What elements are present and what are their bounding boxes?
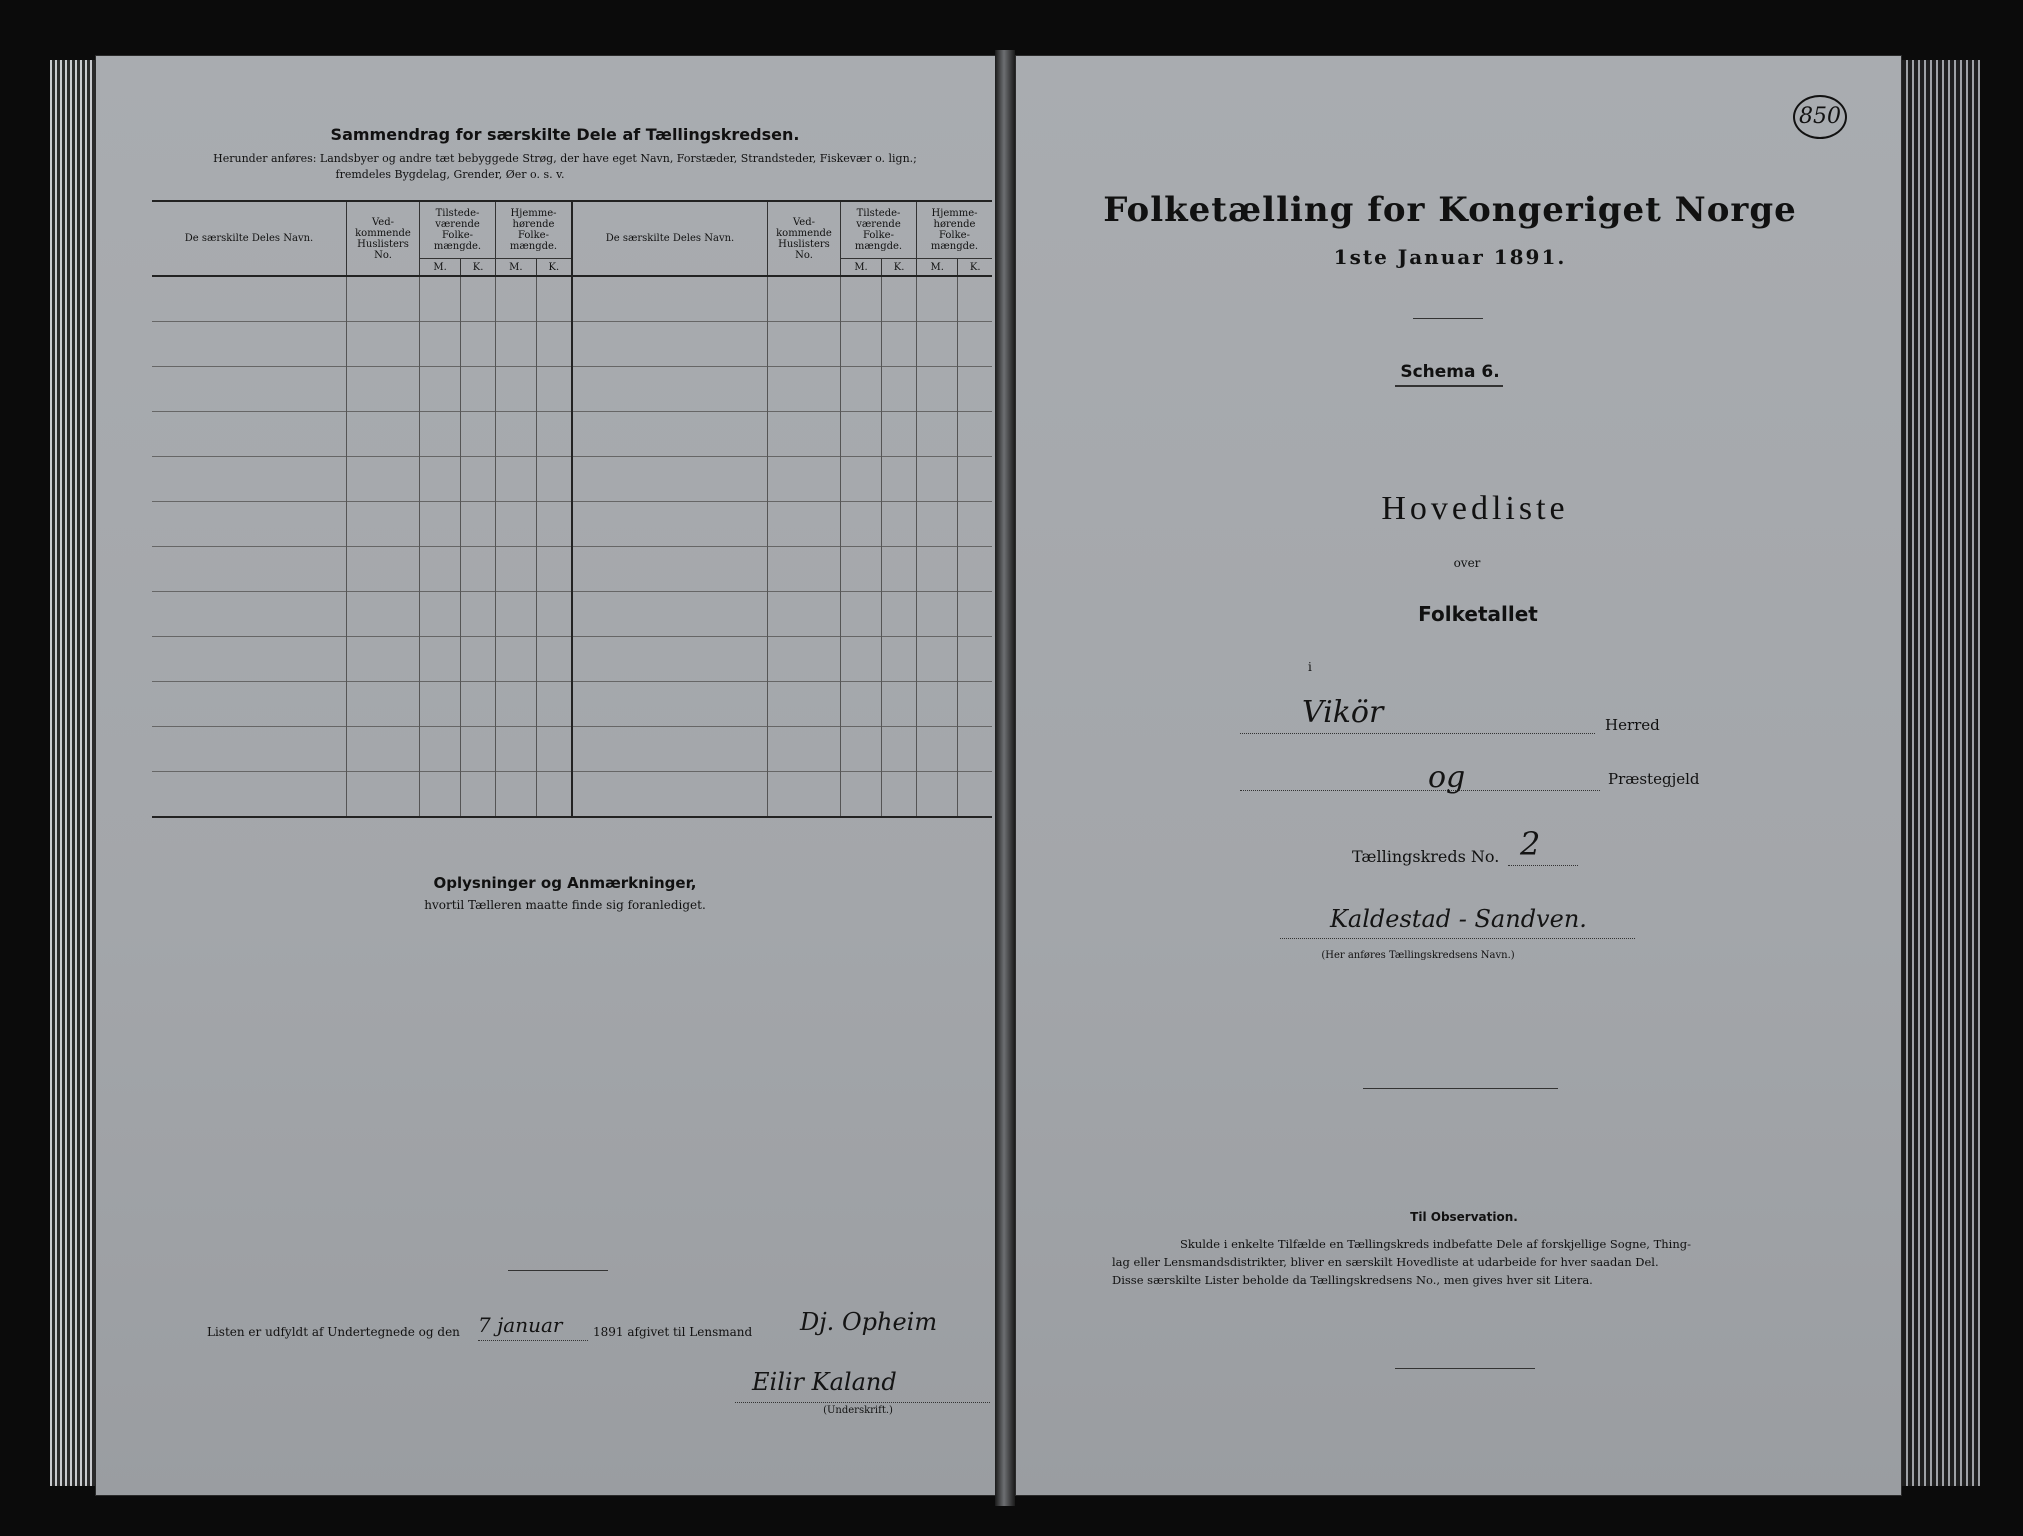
table-cell — [461, 547, 496, 592]
table-cell — [840, 682, 881, 727]
table-cell — [536, 592, 572, 637]
sub-k: K. — [882, 259, 917, 277]
table-cell — [767, 322, 840, 367]
table-cell — [840, 547, 881, 592]
table-cell — [958, 502, 992, 547]
table-row — [152, 276, 992, 322]
kreds-label: Tællingskreds No. — [1352, 847, 1500, 866]
table-cell — [840, 322, 881, 367]
table-cell — [496, 367, 537, 412]
title-rule — [1413, 318, 1483, 319]
table-cell — [917, 367, 958, 412]
table-cell — [917, 592, 958, 637]
table-cell — [347, 547, 420, 592]
table-cell — [917, 772, 958, 818]
kreds-no-line — [1508, 865, 1578, 866]
table-cell — [882, 276, 917, 322]
herred-line — [1240, 733, 1595, 734]
table-cell — [840, 772, 881, 818]
table-cell — [496, 502, 537, 547]
table-cell — [347, 322, 420, 367]
table-cell — [461, 367, 496, 412]
header-huslist-2: Ved-kommende Huslisters No. — [767, 201, 840, 276]
table-cell — [420, 682, 461, 727]
table-cell — [152, 637, 347, 682]
table-cell — [572, 412, 768, 457]
sub-m: M. — [917, 259, 958, 277]
schema-label: Schema 6. — [1400, 362, 1500, 382]
table-cell — [496, 592, 537, 637]
signature-line — [735, 1402, 990, 1403]
table-cell — [767, 727, 840, 772]
table-cell — [882, 322, 917, 367]
table-cell — [882, 457, 917, 502]
observation-title: Til Observation. — [1410, 1210, 1518, 1224]
table-cell — [461, 727, 496, 772]
table-cell — [420, 502, 461, 547]
table-cell — [461, 592, 496, 637]
section-rule — [1363, 1088, 1558, 1089]
table-cell — [767, 412, 840, 457]
table-row — [152, 547, 992, 592]
table-cell — [958, 592, 992, 637]
table-cell — [572, 772, 768, 818]
census-date: 1ste Januar 1891. — [1333, 245, 1567, 269]
table-cell — [496, 682, 537, 727]
header-tilstede: Tilstede-værende Folke-mængde. — [420, 201, 496, 259]
remarks-title: Oplysninger og Anmærkninger, — [433, 874, 697, 892]
praestegjeld-line — [1240, 790, 1600, 791]
table-cell — [958, 727, 992, 772]
table-cell — [572, 502, 768, 547]
table-cell — [536, 727, 572, 772]
table-cell — [767, 367, 840, 412]
schema-underline — [1395, 385, 1503, 387]
table-row — [152, 682, 992, 727]
table-cell — [347, 727, 420, 772]
summary-title: Sammendrag for særskilte Dele af Tællingskredsen. — [330, 125, 800, 144]
summary-note-line1: Herunder anføres: Landsbyer og andre tæt bebyggede Strøg, der have eget Navn, Forstæder, Strandsteder, Fiskevær o. lign.; — [213, 152, 917, 165]
signature-lensmand: Dj. Opheim — [800, 1308, 938, 1336]
observation-line1: Skulde i enkelte Tilfælde en Tællingskreds indbefatte Dele af forskjellige Sogne, Thing- — [1180, 1237, 1692, 1251]
table-cell — [917, 322, 958, 367]
table-cell — [958, 637, 992, 682]
kreds-name-line — [1280, 938, 1635, 939]
herred-label: Herred — [1605, 716, 1660, 734]
table-cell — [958, 276, 992, 322]
table-cell — [536, 412, 572, 457]
page-stack-left — [50, 60, 95, 1486]
table-row — [152, 727, 992, 772]
table-cell — [767, 547, 840, 592]
table-cell — [461, 682, 496, 727]
table-cell — [767, 457, 840, 502]
hovedliste-title: Hovedliste — [1381, 490, 1569, 527]
table-cell — [536, 502, 572, 547]
table-cell — [917, 457, 958, 502]
table-cell — [461, 637, 496, 682]
table-cell — [152, 276, 347, 322]
table-cell — [958, 367, 992, 412]
table-cell — [767, 276, 840, 322]
signature-caption: (Underskrift.) — [823, 1405, 893, 1416]
remarks-end-rule — [508, 1270, 608, 1271]
table-row — [152, 592, 992, 637]
sub-m: M. — [840, 259, 881, 277]
table-cell — [420, 592, 461, 637]
table-cell — [496, 276, 537, 322]
table-cell — [917, 502, 958, 547]
table-row — [152, 502, 992, 547]
observation-line3: Disse særskilte Lister beholde da Tællingskredsens No., men gives hver sit Litera. — [1112, 1273, 1593, 1287]
sub-k: K. — [536, 259, 572, 277]
table-cell — [496, 637, 537, 682]
signoff-date: 7 januar — [478, 1313, 563, 1337]
table-cell — [152, 727, 347, 772]
page-stack-right — [1900, 60, 1980, 1486]
table-cell — [917, 412, 958, 457]
header-huslist: Ved-kommende Huslisters No. — [347, 201, 420, 276]
table-cell — [840, 276, 881, 322]
table-cell — [347, 637, 420, 682]
table-cell — [347, 502, 420, 547]
table-cell — [461, 457, 496, 502]
table-cell — [882, 367, 917, 412]
table-cell — [572, 682, 768, 727]
table-cell — [461, 322, 496, 367]
table-cell — [572, 457, 768, 502]
table-cell — [840, 727, 881, 772]
table-cell — [767, 772, 840, 818]
summary-table — [152, 200, 992, 818]
table-cell — [840, 457, 881, 502]
herred-value: Vikör — [1302, 695, 1384, 730]
table-cell — [152, 547, 347, 592]
table-cell — [882, 412, 917, 457]
table-cell — [882, 547, 917, 592]
main-title: Folketælling for Kongeriget Norge — [1103, 190, 1797, 230]
table-cell — [420, 367, 461, 412]
table-cell — [420, 727, 461, 772]
table-row — [152, 772, 992, 818]
table-cell — [496, 322, 537, 367]
table-cell — [152, 367, 347, 412]
table-cell — [461, 772, 496, 818]
header-hjemme: Hjemme-hørende Folke-mængde. — [496, 201, 572, 259]
table-cell — [958, 412, 992, 457]
table-cell — [496, 727, 537, 772]
table-cell — [840, 637, 881, 682]
table-cell — [917, 276, 958, 322]
i-label: i — [1308, 660, 1312, 674]
page-number-stamp: 850 — [1793, 95, 1847, 139]
table-cell — [496, 772, 537, 818]
kreds-name-value: Kaldestad - Sandven. — [1330, 905, 1587, 933]
table-cell — [572, 322, 768, 367]
table-cell — [347, 682, 420, 727]
table-cell — [420, 276, 461, 322]
header-name-2: De særskilte Deles Navn. — [572, 201, 768, 276]
table-cell — [882, 727, 917, 772]
table-cell — [420, 457, 461, 502]
table-cell — [572, 727, 768, 772]
table-cell — [347, 412, 420, 457]
table-cell — [496, 547, 537, 592]
table-cell — [152, 682, 347, 727]
remarks-subtitle: hvortil Tælleren maatte finde sig foranlediget. — [424, 898, 706, 912]
table-cell — [461, 502, 496, 547]
praestegjeld-label: Præstegjeld — [1608, 770, 1700, 788]
bottom-rule — [1395, 1368, 1535, 1369]
over-label: over — [1453, 556, 1481, 570]
table-cell — [536, 637, 572, 682]
folketallet-title: Folketallet — [1418, 602, 1538, 626]
table-cell — [840, 367, 881, 412]
table-cell — [347, 367, 420, 412]
table-cell — [536, 367, 572, 412]
table-cell — [882, 772, 917, 818]
table-cell — [420, 322, 461, 367]
table-cell — [917, 547, 958, 592]
sub-m: M. — [496, 259, 537, 277]
kreds-name-caption: (Her anføres Tællingskredsens Navn.) — [1321, 950, 1515, 961]
signoff-prefix: Listen er udfyldt af Undertegnede og den — [207, 1325, 460, 1339]
table-cell — [536, 276, 572, 322]
table-cell — [958, 547, 992, 592]
table-cell — [958, 772, 992, 818]
table-cell — [917, 682, 958, 727]
table-cell — [152, 592, 347, 637]
table-cell — [572, 367, 768, 412]
table-row — [152, 322, 992, 367]
table-cell — [572, 547, 768, 592]
kreds-no-value: 2 — [1520, 825, 1541, 863]
table-cell — [461, 412, 496, 457]
table-cell — [536, 772, 572, 818]
signature-counter: Eilir Kaland — [752, 1368, 897, 1396]
summary-note-line2: fremdeles Bygdelag, Grender, Øer o. s. v. — [335, 168, 565, 181]
table-cell — [347, 592, 420, 637]
table-cell — [536, 457, 572, 502]
table-cell — [347, 457, 420, 502]
header-name: De særskilte Deles Navn. — [184, 233, 314, 244]
table-cell — [152, 772, 347, 818]
table-cell — [536, 682, 572, 727]
table-cell — [882, 592, 917, 637]
table-cell — [767, 682, 840, 727]
observation-line2: lag eller Lensmandsdistrikter, bliver en særskilt Hovedliste at udarbeide for hver saadan Del. — [1112, 1255, 1659, 1269]
table-cell — [572, 637, 768, 682]
table-cell — [496, 412, 537, 457]
sub-k: K. — [958, 259, 992, 277]
table-cell — [958, 682, 992, 727]
table-cell — [767, 637, 840, 682]
table-cell — [840, 592, 881, 637]
table-cell — [536, 547, 572, 592]
signoff-year: 1891 afgivet til Lensmand — [593, 1325, 753, 1339]
table-cell — [572, 276, 768, 322]
table-cell — [767, 592, 840, 637]
table-cell — [917, 727, 958, 772]
table-cell — [958, 322, 992, 367]
table-cell — [152, 502, 347, 547]
table-cell — [420, 772, 461, 818]
table-cell — [840, 502, 881, 547]
table-cell — [347, 772, 420, 818]
header-tilstede-2: Tilstede-værende Folke-mængde. — [840, 201, 916, 259]
table-cell — [496, 457, 537, 502]
table-cell — [882, 637, 917, 682]
table-cell — [347, 276, 420, 322]
table-row — [152, 637, 992, 682]
table-cell — [767, 502, 840, 547]
table-cell — [420, 637, 461, 682]
table-cell — [152, 412, 347, 457]
date-line — [478, 1340, 588, 1341]
table-cell — [420, 412, 461, 457]
sub-m: M. — [420, 259, 461, 277]
table-cell — [917, 637, 958, 682]
table-cell — [420, 547, 461, 592]
table-cell — [152, 457, 347, 502]
header-hjemme-2: Hjemme-hørende Folke-mængde. — [917, 201, 992, 259]
praestegjeld-value: og — [1428, 760, 1466, 795]
table-cell — [882, 502, 917, 547]
table-cell — [882, 682, 917, 727]
table-header-row — [152, 201, 992, 259]
table-cell — [572, 592, 768, 637]
table-cell — [536, 322, 572, 367]
table-row — [152, 367, 992, 412]
table-row — [152, 457, 992, 502]
table-cell — [461, 276, 496, 322]
table-cell — [152, 322, 347, 367]
book-gutter — [995, 50, 1015, 1506]
table-cell — [840, 412, 881, 457]
table-cell — [958, 457, 992, 502]
table-row — [152, 412, 992, 457]
sub-k: K. — [461, 259, 496, 277]
